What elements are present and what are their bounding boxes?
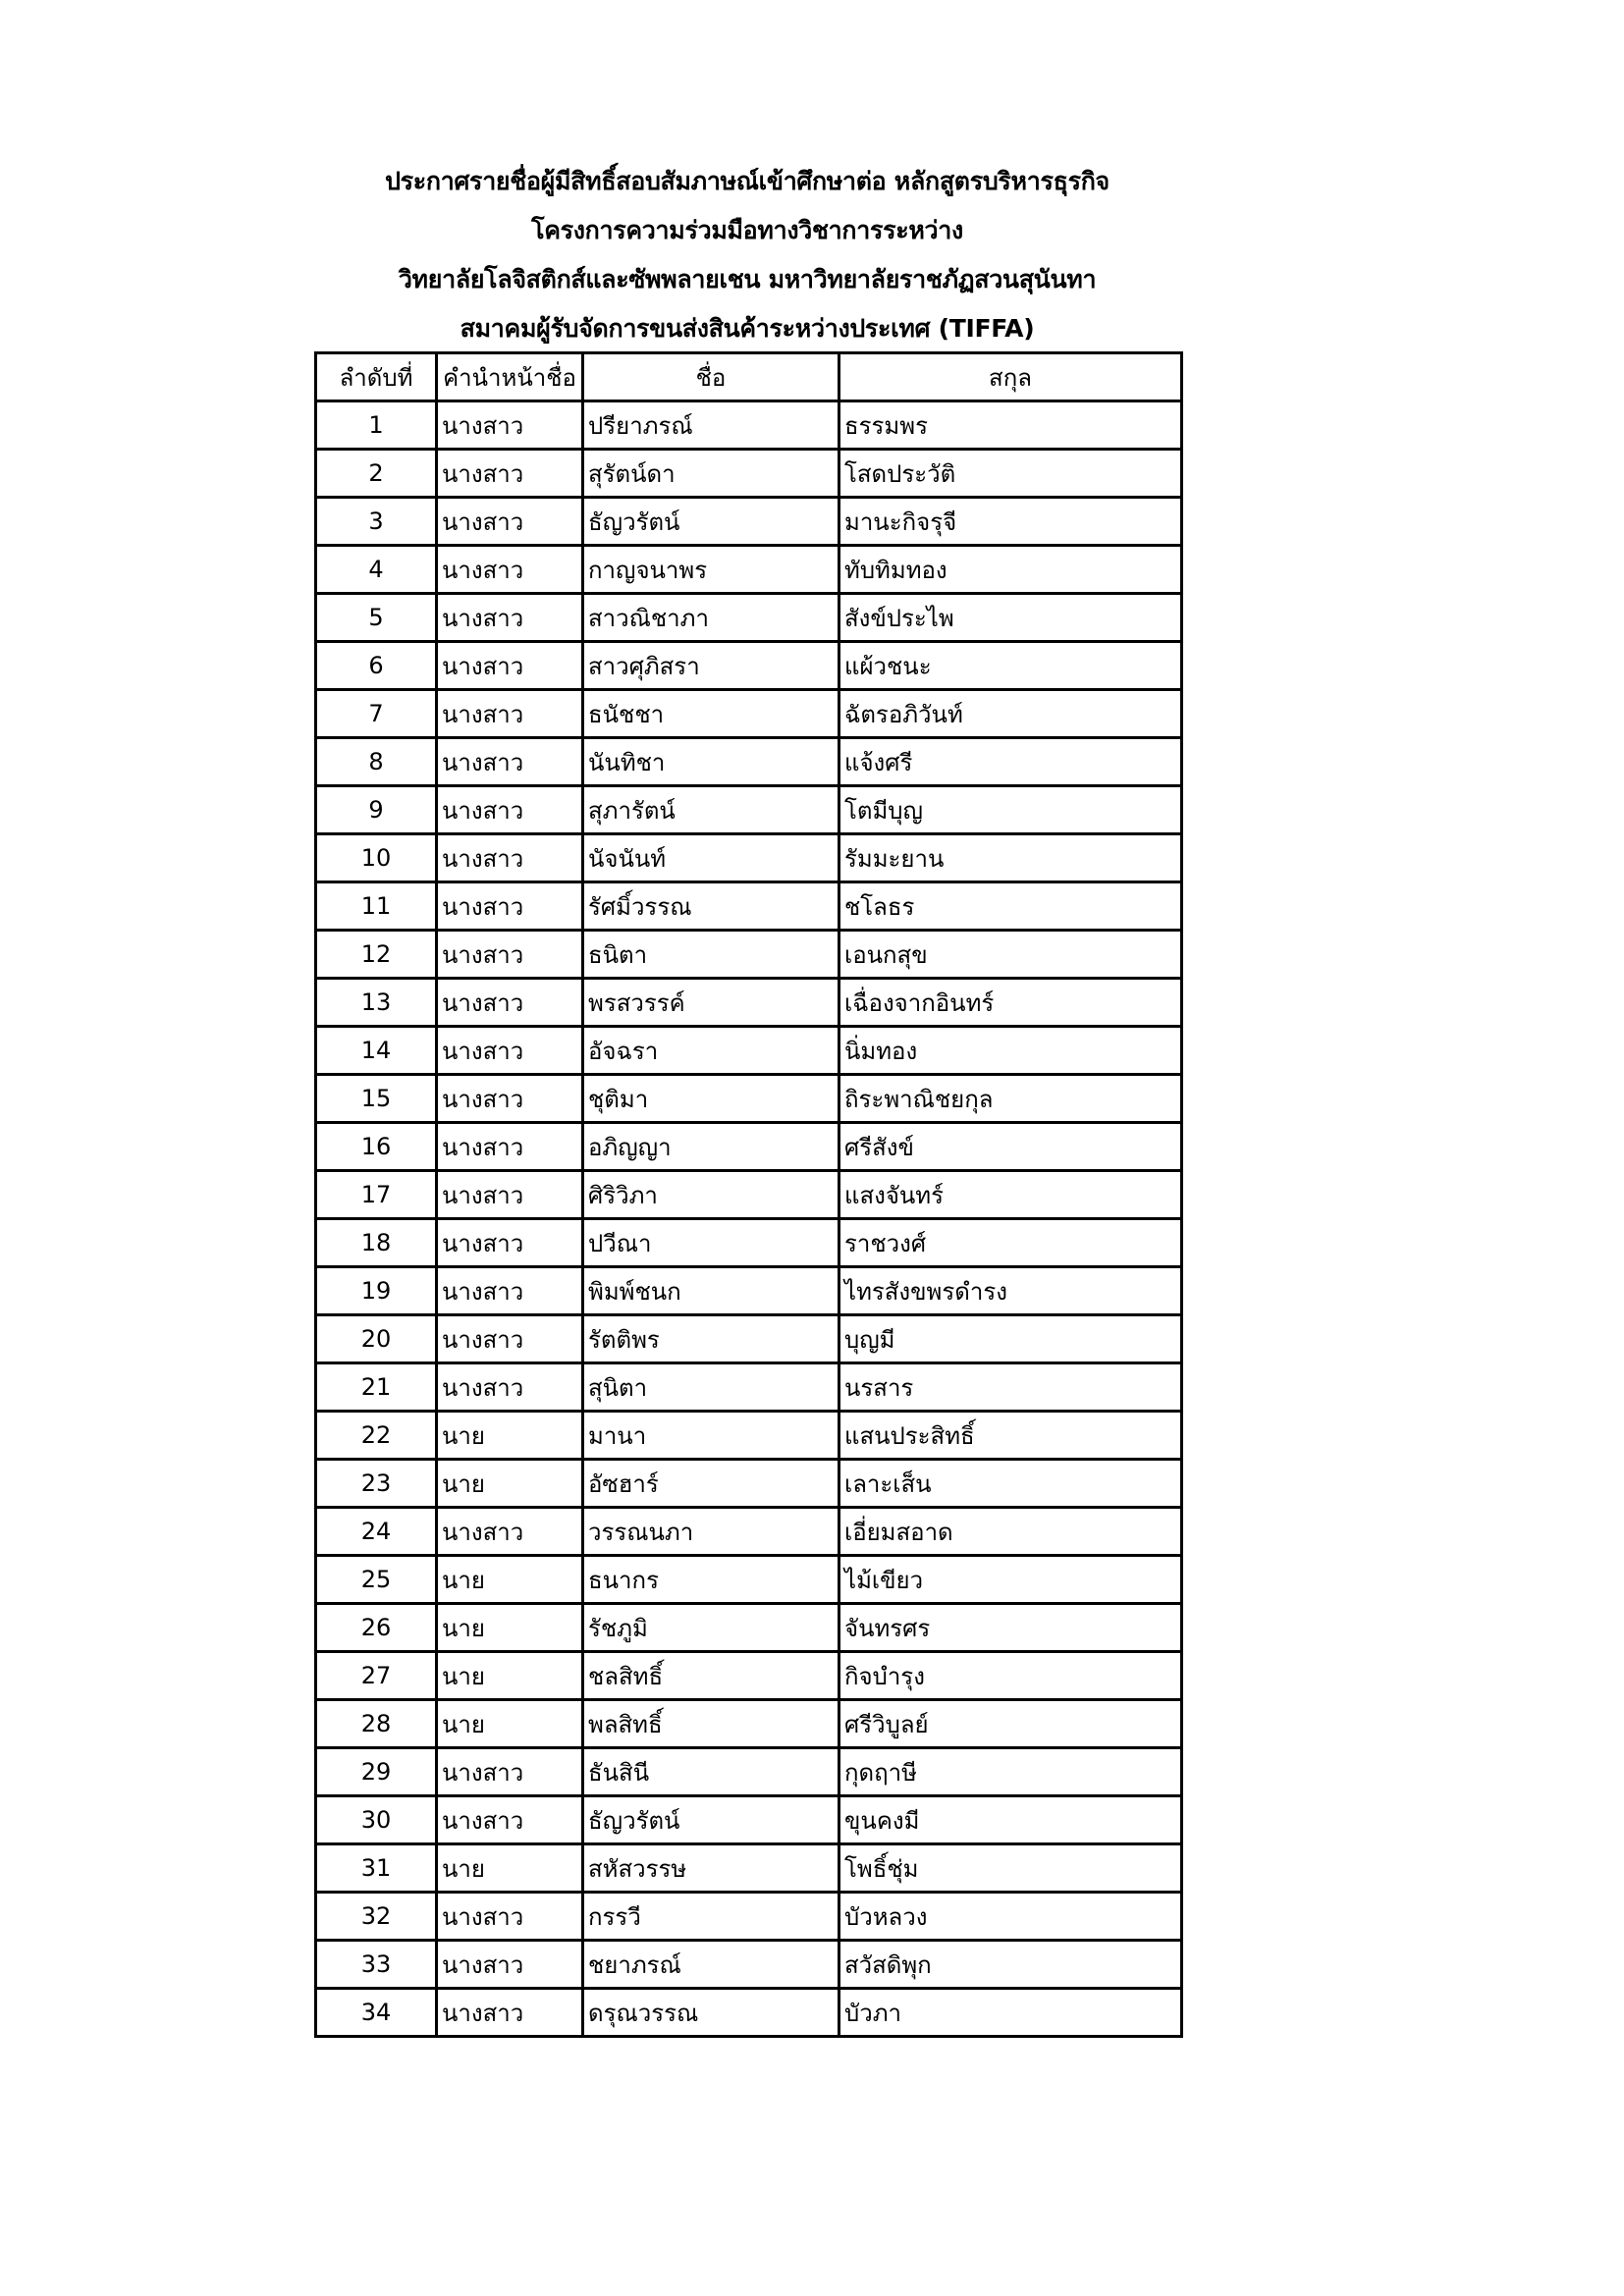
last-name-cell: แจ้งศรี [839,738,1182,786]
table-body [316,401,1182,2037]
order-number-cell: 1 [316,401,437,450]
prefix-cell: นางสาว [437,931,583,979]
last-name-cell: สวัสดิพุก [839,1941,1182,1989]
order-number-cell: 17 [316,1171,437,1219]
order-number-cell: 3 [316,498,437,546]
last-name-cell: เลาะเส็น [839,1460,1182,1508]
last-name-cell: โสดประวัติ [839,450,1182,498]
document-title-block [314,157,1180,353]
last-name-cell: ธรรมพร [839,401,1182,450]
last-name-cell: โตมีบุญ [839,786,1182,834]
first-name-cell: พรสวรรค์ [583,979,839,1027]
order-number-cell: 30 [316,1796,437,1844]
order-number-cell: 27 [316,1652,437,1700]
order-number-cell: 16 [316,1123,437,1171]
last-name-cell: จันทรศร [839,1604,1182,1652]
first-name-cell: ชยาภรณ์ [583,1941,839,1989]
order-number-cell: 14 [316,1027,437,1075]
order-number-cell: 4 [316,546,437,594]
order-number-cell: 25 [316,1556,437,1604]
table-row [316,1893,1182,1941]
table-row [316,979,1182,1027]
table-row [316,931,1182,979]
prefix-cell: นาย [437,1844,583,1893]
last-name-cell: กุดฤาษี [839,1748,1182,1796]
table-row [316,1604,1182,1652]
prefix-cell: นางสาว [437,642,583,690]
table-row [316,1219,1182,1267]
prefix-cell: นางสาว [437,1267,583,1315]
header-last-name: สกุล [839,353,1182,401]
first-name-cell: อภิญญา [583,1123,839,1171]
last-name-cell: แสงจันทร์ [839,1171,1182,1219]
last-name-cell: เอี่ยมสอาด [839,1508,1182,1556]
first-name-cell: ธนากร [583,1556,839,1604]
last-name-cell: บัวภา [839,1989,1182,2037]
last-name-cell: ฉัตรอภิวันท์ [839,690,1182,738]
order-number-cell: 34 [316,1989,437,2037]
table-row [316,738,1182,786]
last-name-cell: มานะกิจรุจี [839,498,1182,546]
table-row [316,1363,1182,1412]
table-row [316,1844,1182,1893]
prefix-cell: นาย [437,1460,583,1508]
table-row [316,882,1182,931]
first-name-cell: รัศมิ์วรรณ [583,882,839,931]
last-name-cell: แสนประสิทธิ์ [839,1412,1182,1460]
table-row [316,1412,1182,1460]
first-name-cell: นัจนันท์ [583,834,839,882]
first-name-cell: อัซฮาร์ [583,1460,839,1508]
order-number-cell: 10 [316,834,437,882]
table-row [316,1796,1182,1844]
prefix-cell: นางสาว [437,882,583,931]
first-name-cell: สุนิตา [583,1363,839,1412]
prefix-cell: นาย [437,1700,583,1748]
order-number-cell: 32 [316,1893,437,1941]
last-name-cell: ทับทิมทอง [839,546,1182,594]
last-name-cell: ศรีวิบูลย์ [839,1700,1182,1748]
order-number-cell: 24 [316,1508,437,1556]
prefix-cell: นางสาว [437,1027,583,1075]
last-name-cell: นรสาร [839,1363,1182,1412]
candidate-table [314,351,1183,2038]
first-name-cell: ชุติมา [583,1075,839,1123]
table-row [316,450,1182,498]
prefix-cell: นาย [437,1604,583,1652]
prefix-cell: นางสาว [437,834,583,882]
prefix-cell: นางสาว [437,1075,583,1123]
prefix-cell: นางสาว [437,498,583,546]
prefix-cell: นางสาว [437,1315,583,1363]
first-name-cell: ธัญวรัตน์ [583,498,839,546]
first-name-cell: อัจฉรา [583,1027,839,1075]
table-row [316,786,1182,834]
table-row [316,1460,1182,1508]
table-row [316,498,1182,546]
prefix-cell: นางสาว [437,1123,583,1171]
title-line-announcement: ประกาศรายชื่อผู้มีสิทธิ์สอบสัมภาษณ์เข้าศึกษาต่อ หลักสูตรบริหารธุรกิจ [385,167,1110,195]
first-name-cell: ปวีณา [583,1219,839,1267]
order-number-cell: 22 [316,1412,437,1460]
order-number-cell: 28 [316,1700,437,1748]
table-row [316,1748,1182,1796]
first-name-cell: มานา [583,1412,839,1460]
order-number-cell: 26 [316,1604,437,1652]
order-number-cell: 23 [316,1460,437,1508]
order-number-cell: 18 [316,1219,437,1267]
prefix-cell: นางสาว [437,1363,583,1412]
last-name-cell: เอนกสุข [839,931,1182,979]
first-name-cell: ธนัชชา [583,690,839,738]
prefix-cell: นางสาว [437,1219,583,1267]
table-row [316,1267,1182,1315]
first-name-cell: วรรณนภา [583,1508,839,1556]
table-row [316,546,1182,594]
table-row [316,1556,1182,1604]
last-name-cell: ไทรสังขพรดำรง [839,1267,1182,1315]
first-name-cell: สหัสวรรษ [583,1844,839,1893]
prefix-cell: นางสาว [437,979,583,1027]
table-row [316,1027,1182,1075]
first-name-cell: กาญจนาพร [583,546,839,594]
table-row [316,834,1182,882]
prefix-cell: นางสาว [437,786,583,834]
table-row [316,401,1182,450]
last-name-cell: ขุนคงมี [839,1796,1182,1844]
first-name-cell: สุภารัตน์ [583,786,839,834]
table-row [316,1075,1182,1123]
order-number-cell: 8 [316,738,437,786]
first-name-cell: ดรุณวรรณ [583,1989,839,2037]
header-prefix: คำนำหน้าชื่อ [437,353,583,401]
last-name-cell: เฉื่องจากอินทร์ [839,979,1182,1027]
last-name-cell: บุญมี [839,1315,1182,1363]
table-row [316,1123,1182,1171]
table-row [316,1171,1182,1219]
prefix-cell: นาย [437,1556,583,1604]
first-name-cell: พิมพ์ชนก [583,1267,839,1315]
first-name-cell: รัตติพร [583,1315,839,1363]
last-name-cell: นิ่มทอง [839,1027,1182,1075]
first-name-cell: ปรียาภรณ์ [583,401,839,450]
table-row [316,690,1182,738]
table-header-row [316,353,1182,401]
prefix-cell: นางสาว [437,1893,583,1941]
table-row [316,642,1182,690]
first-name-cell: ศิริวิภา [583,1171,839,1219]
first-name-cell: นันทิชา [583,738,839,786]
last-name-cell: รัมมะยาน [839,834,1182,882]
table-row [316,1652,1182,1700]
first-name-cell: ธัญวรัตน์ [583,1796,839,1844]
prefix-cell: นางสาว [437,594,583,642]
last-name-cell: แผ้วชนะ [839,642,1182,690]
table-row [316,1315,1182,1363]
prefix-cell: นาย [437,1412,583,1460]
last-name-cell: สังข์ประไพ [839,594,1182,642]
order-number-cell: 31 [316,1844,437,1893]
prefix-cell: นางสาว [437,450,583,498]
order-number-cell: 29 [316,1748,437,1796]
first-name-cell: ธันสินี [583,1748,839,1796]
prefix-cell: นางสาว [437,1508,583,1556]
first-name-cell: สุรัตน์ดา [583,450,839,498]
last-name-cell: ราชวงศ์ [839,1219,1182,1267]
first-name-cell: รัชภูมิ [583,1604,839,1652]
order-number-cell: 7 [316,690,437,738]
first-name-cell: ธนิตา [583,931,839,979]
prefix-cell: นางสาว [437,738,583,786]
header-first-name: ชื่อ [583,353,839,401]
table-row [316,1700,1182,1748]
last-name-cell: บัวหลวง [839,1893,1182,1941]
order-number-cell: 33 [316,1941,437,1989]
order-number-cell: 13 [316,979,437,1027]
order-number-cell: 19 [316,1267,437,1315]
table-row [316,1941,1182,1989]
last-name-cell: ไม้เขียว [839,1556,1182,1604]
first-name-cell: กรรวี [583,1893,839,1941]
first-name-cell: พลสิทธิ์ [583,1700,839,1748]
table-row [316,1508,1182,1556]
order-number-cell: 2 [316,450,437,498]
last-name-cell: ถิระพาณิชยกุล [839,1075,1182,1123]
table-row [316,594,1182,642]
last-name-cell: กิจบำรุง [839,1652,1182,1700]
title-line-college: วิทยาลัยโลจิสติกส์และซัพพลายเชน มหาวิทยาลัยราชภัฏสวนสุนันทา [398,265,1097,294]
last-name-cell: โพธิ์ชุ่ม [839,1844,1182,1893]
order-number-cell: 20 [316,1315,437,1363]
order-number-cell: 6 [316,642,437,690]
first-name-cell: สาวณิชาภา [583,594,839,642]
first-name-cell: ชลสิทธิ์ [583,1652,839,1700]
prefix-cell: นางสาว [437,1748,583,1796]
title-line-program: โครงการความร่วมมือทางวิชาการระหว่าง [531,216,963,244]
order-number-cell: 21 [316,1363,437,1412]
prefix-cell: นางสาว [437,690,583,738]
prefix-cell: นางสาว [437,1941,583,1989]
last-name-cell: ศรีสังข์ [839,1123,1182,1171]
order-number-cell: 11 [316,882,437,931]
order-number-cell: 5 [316,594,437,642]
prefix-cell: นางสาว [437,546,583,594]
last-name-cell: ชโลธร [839,882,1182,931]
prefix-cell: นางสาว [437,1989,583,2037]
first-name-cell: สาวศุภิสรา [583,642,839,690]
order-number-cell: 15 [316,1075,437,1123]
header-order-number: ลำดับที่ [316,353,437,401]
prefix-cell: นางสาว [437,401,583,450]
order-number-cell: 12 [316,931,437,979]
title-line-association: สมาคมผู้รับจัดการขนส่งสินค้าระหว่างประเทศ (TIFFA) [460,314,1035,343]
order-number-cell: 9 [316,786,437,834]
prefix-cell: นางสาว [437,1171,583,1219]
table-row [316,1989,1182,2037]
prefix-cell: นาย [437,1652,583,1700]
prefix-cell: นางสาว [437,1796,583,1844]
